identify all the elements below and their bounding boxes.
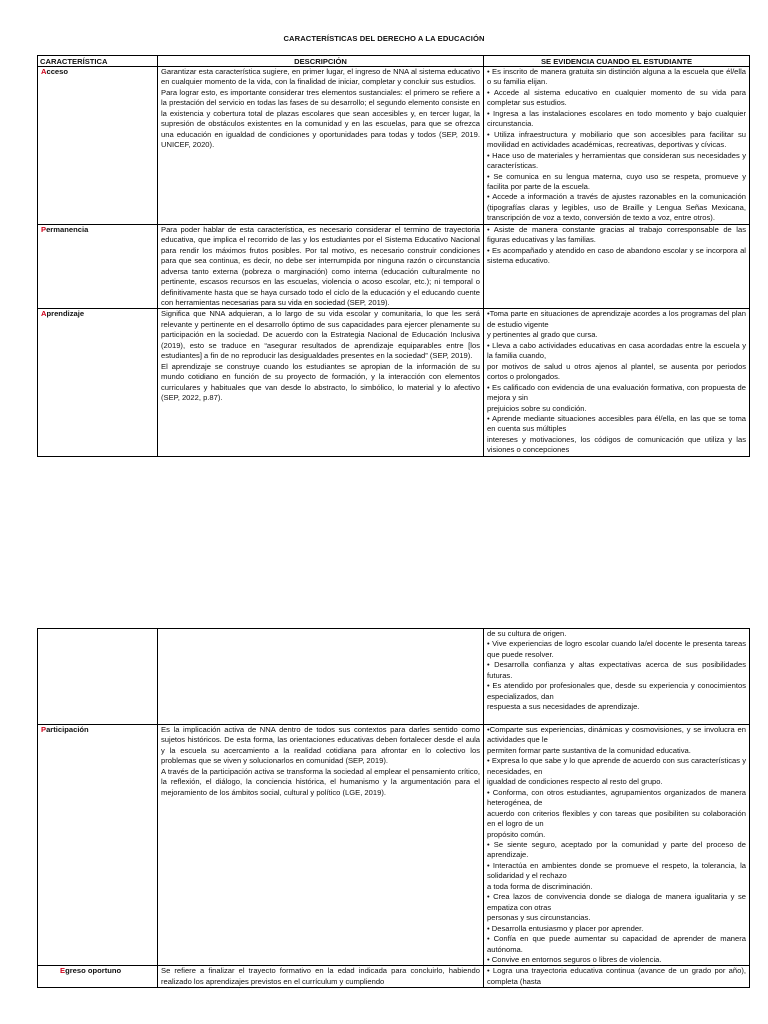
header-characteristic: CARACTERÍSTICA: [38, 56, 158, 67]
characteristic-permanencia: Permanencia: [38, 224, 158, 309]
table-row-egreso: [38, 966, 750, 988]
characteristic-aprendizaje: Aprendizaje: [38, 309, 158, 456]
evidence-aprendizaje-continued: de su cultura de origen. • Vive experiencias de logro escolar cuando la/el docente le presenta tareas que puede resolver. • Desarrolla confianza y altas expectativas acerca de sus posibilidades futuras. • Es atendido por profesionales que, desde su experiencia y conocimientos especializados, dan respuesta a sus necesidades de aprendizaje.: [484, 629, 750, 725]
evidence-aprendizaje: •Toma parte en situaciones de aprendizaje acordes a los programas del plan de estudio vigente y pertinentes al grado que cursa. • Lleva a cabo actividades educativas en casa acordadas entre la escuela y la familia cuando, por motivos de salud u otros ajenos al plantel, se ausenta por periodos cortos o prolongados. • Es calificado con evidencia de una evaluación formativa, con propuesta de mejora y sin prejuicios sobre su condición. • Aprende mediante situaciones accesibles para él/ella, en las que se toma en cuenta sus múltiples intereses y motivaciones, los códigos de comunicación que utiliza y las visiones o concepciones: [484, 309, 750, 456]
header-evidence: SE EVIDENCIA CUANDO EL ESTUDIANTE: [484, 56, 750, 67]
rights-table-part-1: [37, 55, 750, 457]
evidence-egreso: • Logra una trayectoria educativa continua (avance de un grado por año), completa (hasta: [484, 966, 750, 988]
header-description: DESCRIPCIÓN: [158, 56, 484, 67]
table-row-permanencia: [38, 224, 750, 309]
description-egreso: Se refiere a finalizar el trayecto formativo en la edad indicada para concluirlo, habiendo realizado los aprendizajes previstos en el currículum y cumpliendo: [158, 966, 484, 988]
rights-table-part-2: [37, 628, 750, 988]
characteristic-egreso: Egreso oportuno: [38, 966, 158, 988]
description-participacion: Es la implicación activa de NNA dentro de todos sus contextos para darles sentido como sujetos históricos. De esta forma, las orientaciones educativas deben fortalecer desde el aula y la escuela su acercamiento a la realidad cotidiana para afrontar en lo colectivo los problemas que se viven y solucionarlos en comunidad (SEP, 2019). A través de la participación activa se transforma la sociedad al emplear el pensamiento crítico, la reflexión, el diálogo, la conciencia histórica, el humanismo y la argumentación para el mejoramiento de los ámbitos social, cultural y político (LGE, 2019).: [158, 725, 484, 966]
table-row-acceso: [38, 67, 750, 225]
description-aprendizaje: Significa que NNA adquieran, a lo largo de su vida escolar y comunitaria, lo que les será relevante y pertinente en el desarrollo óptimo de sus capacidades para ejercer plenamente su participación en la sociedad. De acuerdo con la Estrategia Nacional de Educación Inclusiva (2019), esto se traduce en “asegurar resultados de aprendizaje equiparables entre [los estudiantes] a fin de no reproducir las desigualdades presentes en la sociedad” (SEP, 2019). El aprendizaje se construye cuando los estudiantes se apropian de la información de su mundo cotidiano en función de su proyecto de formación, y la interacción con elementos curriculares y habituales que van desde lo abstracto, lo simbólico, lo material y lo afectivo (SEP, 2022, p.87).: [158, 309, 484, 456]
table-row-participacion: [38, 725, 750, 966]
description-permanencia: Para poder hablar de esta característica, es necesario considerar el termino de trayectoria educativa, que implica el recorrido de las y los estudiantes por el Sistema Educativo Nacional para rendir los máximos frutos posibles. Por tal motivo, es necesario construir condiciones para que sea continua, es decir, no debe ser interrumpida por ninguna razón o circunstancia adversa tanto externa (pobreza o marginación) como interna (educación culturalmente no pertinente, escasos recursos en las escuelas, violencia o acoso escolar, etc.); ni temporal o definitivamente hasta que se haya cursado todo el ciclo de la educación y el educando cuente con herramientas necesarias para su vida en sociedad (SEP, 2019).: [158, 224, 484, 309]
evidence-permanencia: • Asiste de manera constante gracias al trabajo corresponsable de las figuras educativas y las familias. • Es acompañado y atendido en caso de abandono escolar y se incorpora al sistema educativo.: [484, 224, 750, 309]
table-row-aprendizaje: [38, 309, 750, 456]
description-empty: [158, 629, 484, 725]
page-title: CARACTERÍSTICAS DEL DERECHO A LA EDUCACIÓN: [283, 34, 485, 43]
table-row-aprendizaje-continued: [38, 629, 750, 725]
characteristic-empty: [38, 629, 158, 725]
evidence-acceso: • Es inscrito de manera gratuita sin distinción alguna a la escuela que él/ella o su familia elijan. • Accede al sistema educativo en cualquier momento de su vida para completar sus estudios. • Ingresa a las instalaciones escolares en todo momento y bajo cualquier circunstancia. • Utiliza infraestructura y mobiliario que son accesibles para facilitar su movilidad en actividades académicas, recreativas, deportivas y cívicas. • Hace uso de materiales y herramientas que consideran sus necesidades y características. • Se comunica en su lengua materna, cuyo uso se respeta, promueve y facilita por parte de la escuela. • Accede a información a través de ajustes razonables en la comunicación (tipografías claras y legibles, uso de Braille y Lengua Señas Mexicana, transcripción de voz a texto, conversión de texto a voz, entre otros).: [484, 67, 750, 225]
description-acceso: Garantizar esta característica sugiere, en primer lugar, el ingreso de NNA al sistema educativo en cualquier momento de la vida, con la finalidad de iniciar, completar y concluir sus estudios. Para lograr esto, es importante considerar tres elementos sustanciales: el primero se refiere a la prestación del servicio en todas las fases de su desarrollo; el segundo elemento consiste en la existencia y cobertura total de plazas escolares que sean accesibles y, en tercer lugar, la supresión de obstáculos existentes en la comunidad y en las escuelas, para que se ofrezca una educación en igualdad de condiciones y oportunidades para todas y todos (SEP, 2019. UNICEF, 2020).: [158, 67, 484, 225]
evidence-participacion: •Comparte sus experiencias, dinámicas y cosmovisiones, y se involucra en actividades que le permiten formar parte sustantiva de la comunidad educativa. • Expresa lo que sabe y lo que aprende de acuerdo con sus características y necesidades, en igualdad de condiciones respecto al resto del grupo. • Conforma, con otros estudiantes, agrupamientos organizados de manera heterogénea, de acuerdo con criterios flexibles y con tareas que posibiliten su colaboración en el logro de un propósito común. • Se siente seguro, aceptado por la comunidad y parte del proceso de aprendizaje. • Interactúa en ambientes donde se promueve el respeto, la tolerancia, la solidaridad y el rechazo a toda forma de discriminación. • Crea lazos de convivencia donde se dialoga de manera igualitaria y se empatiza con otras personas y sus circunstancias. • Desarrolla entusiasmo y placer por aprender. • Confía en que puede aumentar su capacidad de aprender de manera autónoma. • Convive en entornos seguros o libres de violencia.: [484, 725, 750, 966]
characteristic-acceso: Acceso: [38, 67, 158, 225]
table-header-row: [38, 56, 750, 67]
characteristic-participacion: Participación: [38, 725, 158, 966]
